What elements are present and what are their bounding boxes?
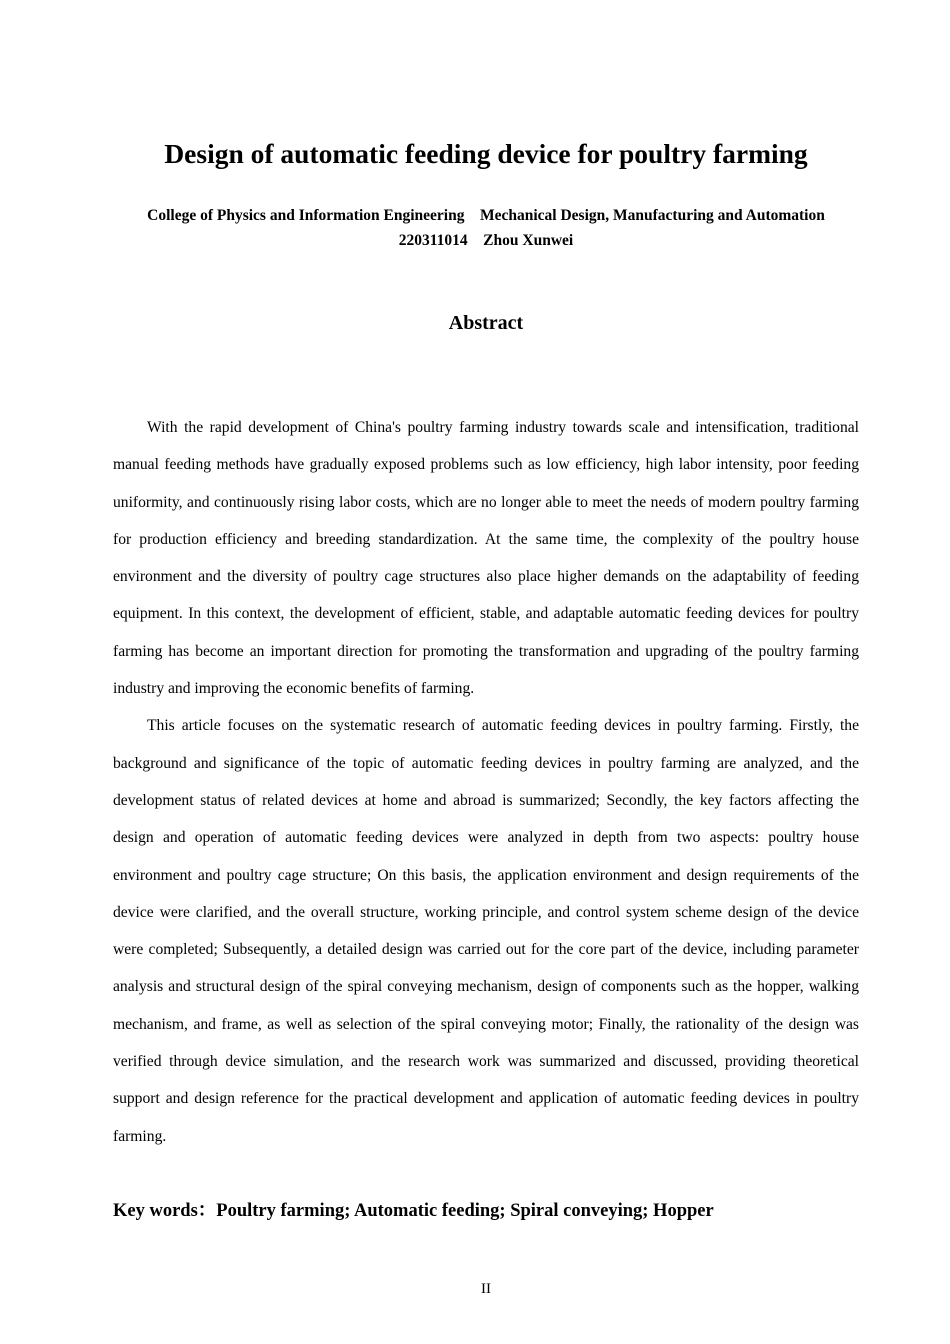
- page-number: II: [481, 1281, 491, 1297]
- abstract-heading: Abstract: [448, 312, 524, 334]
- abstract-body: [113, 409, 859, 1155]
- abstract-paragraph-2: This article focuses on the systematic research of automatic feeding devices in poultry farming. Firstly, the background and significance of the topic of automatic feeding devices in poultry farming are analyzed, and the development status of related devices at home and abroad is summarized; Secondly, the key factors affecting the design and operation of automatic feeding devices were analyzed in depth from two aspects: poultry house environment and poultry cage structure; On this basis, the application environment and design requirements of the device were clarified, and the overall structure, working principle, and control system scheme design of the device were completed; Subsequently, a detailed design was carried out for the core part of the device, including parameter analysis and structural design of the spiral conveying mechanism, design of components such as the hopper, walking mechanism, and frame, as well as selection of the spiral conveying motor; Finally, the rationality of the design was verified through device simulation, and the research work was summarized and discussed, providing theoretical support and design reference for the practical development and application of automatic feeding devices in poultry farming.: [113, 717, 859, 1145]
- author-id-name-line: 220311014 Zhou Xunwei: [398, 232, 574, 249]
- abstract-paragraph-1: With the rapid development of China's poultry farming industry towards scale and intensification, traditional manual feeding methods have gradually exposed problems such as low efficiency, high labor intensity, poor feeding uniformity, and continuously rising labor costs, which are no longer able to meet the needs of modern poultry farming for production efficiency and breeding standardization. At the same time, the complexity of the poultry house environment and the diversity of poultry cage structures also place higher demands on the adaptability of feeding equipment. In this context, the development of efficient, stable, and adaptable automatic feeding devices for poultry farming has become an important direction for promoting the transformation and upgrading of the poultry farming industry and improving the economic benefits of farming.: [113, 419, 859, 698]
- keywords-list: Poultry farming; Automatic feeding; Spiral conveying; Hopper: [216, 1201, 714, 1221]
- keywords-label: Key words：: [113, 1201, 217, 1221]
- paper-title: Design of automatic feeding device for poultry farming: [164, 138, 808, 169]
- author-affiliation-line: College of Physics and Information Engineering Mechanical Design, Manufacturing and Automation: [147, 207, 825, 224]
- keywords-line: [113, 1198, 859, 1224]
